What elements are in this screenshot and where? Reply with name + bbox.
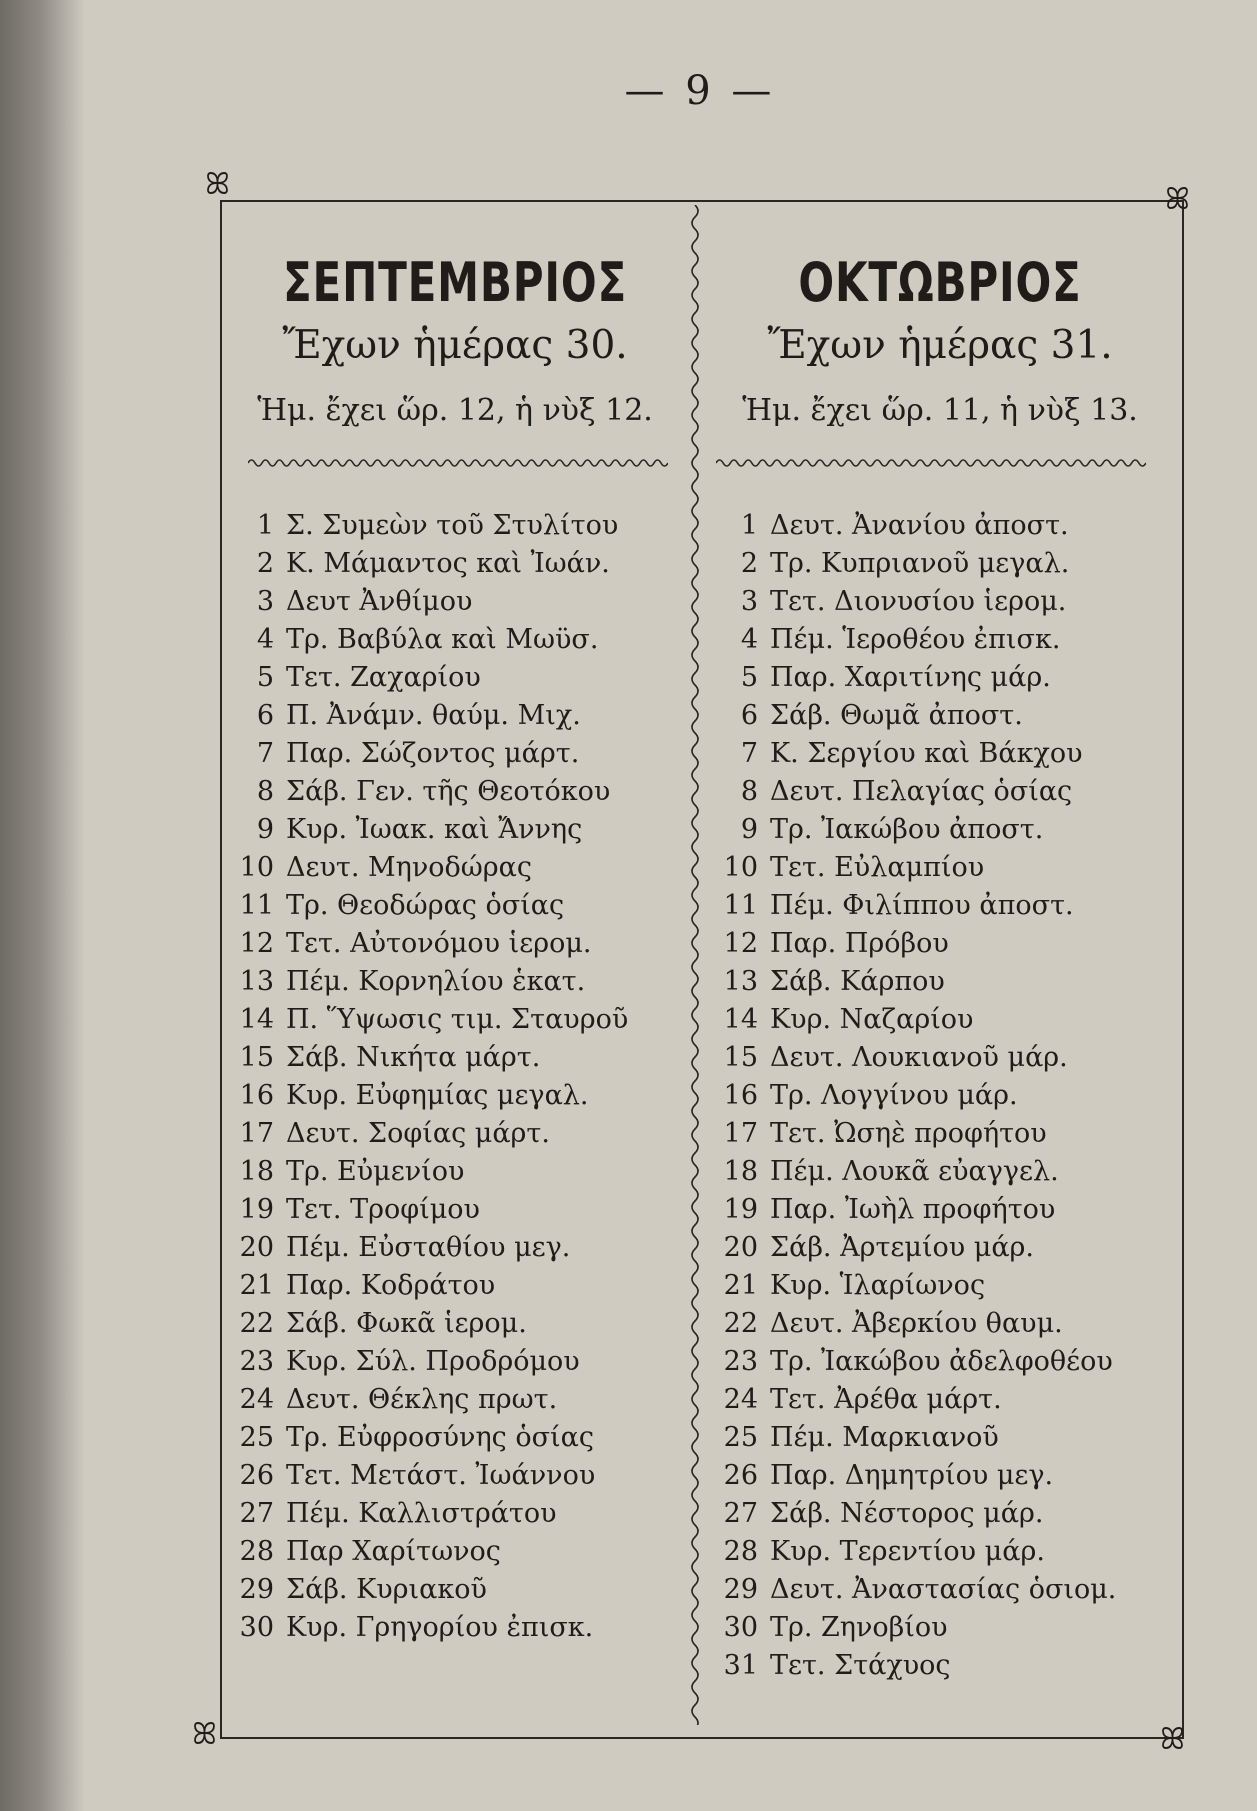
day-entry <box>222 849 688 887</box>
day-feast: Δευτ. Ἀβερκίου θαυμ. <box>770 1308 1063 1339</box>
day-entry <box>222 1039 688 1077</box>
day-feast: Σάβ. Φωκᾶ ἱερομ. <box>286 1308 527 1339</box>
day-feast: Κυρ. Εὐφημίας μεγαλ. <box>286 1080 589 1111</box>
day-entry <box>222 621 688 659</box>
day-entry <box>222 1571 688 1609</box>
day-entry <box>702 507 1178 545</box>
day-feast: Κ. Σεργίου καὶ Βάκχου <box>770 738 1083 769</box>
day-feast: Τετ. Εὐλαμπίου <box>770 852 985 883</box>
day-number: 26 <box>239 1460 274 1491</box>
day-number: 18 <box>723 1156 758 1187</box>
day-entry <box>222 583 688 621</box>
day-feast: Πέμ. Εὐσταθίου μεγ. <box>286 1232 571 1263</box>
day-entry <box>702 1495 1178 1533</box>
day-number: 15 <box>239 1042 274 1073</box>
day-feast: Σάβ. Γεν. τῆς Θεοτόκου <box>286 776 611 807</box>
day-feast: Τρ. Ζηνοβίου <box>770 1612 948 1643</box>
day-entry <box>222 1191 688 1229</box>
squiggle-rule <box>248 453 668 473</box>
day-feast: Δευτ. Λουκιανοῦ μάρ. <box>770 1042 1068 1073</box>
day-entry <box>702 887 1178 925</box>
month-title: ΟΚΤΩΒΡΙΟΣ <box>798 251 1082 314</box>
day-number: 6 <box>740 700 758 731</box>
day-number: 11 <box>239 890 274 921</box>
day-number: 23 <box>239 1346 274 1377</box>
day-number: 27 <box>239 1498 274 1529</box>
day-entry <box>702 1153 1178 1191</box>
day-feast: Πέμ. Καλλιστράτου <box>286 1498 557 1529</box>
day-feast: Σάβ. Θωμᾶ ἀποστ. <box>770 700 1023 731</box>
day-entry <box>702 1229 1178 1267</box>
day-number: 19 <box>239 1194 274 1225</box>
day-feast: Κυρ. Σύλ. Προδρόμου <box>286 1346 580 1377</box>
day-entry <box>222 735 688 773</box>
day-number: 2 <box>256 548 274 579</box>
day-feast: Παρ. Κοδράτου <box>286 1270 496 1301</box>
day-feast: Δευτ. Σοφίας μάρτ. <box>286 1118 550 1149</box>
day-entry <box>222 811 688 849</box>
day-feast: Παρ. Χαριτίνης μάρ. <box>770 662 1051 693</box>
day-number: 22 <box>723 1308 758 1339</box>
page-number: — 9 — <box>624 68 776 114</box>
day-number: 13 <box>239 966 274 997</box>
day-feast: Τετ. Ἀρέθα μάρτ. <box>770 1384 1002 1415</box>
day-feast: Σάβ. Κυριακοῦ <box>286 1574 487 1605</box>
day-entry <box>702 849 1178 887</box>
day-entry <box>702 1343 1178 1381</box>
day-feast: Τρ. Λογγίνου μάρ. <box>770 1080 1018 1111</box>
day-number: 19 <box>723 1194 758 1225</box>
day-feast: Κυρ. Ἰωακ. καὶ Ἄννης <box>286 814 583 845</box>
day-entry <box>702 773 1178 811</box>
day-feast: Παρ. Δημητρίου μεγ. <box>770 1460 1054 1491</box>
day-feast: Τρ. Βαβύλα καὶ Μωϋσ. <box>286 624 599 655</box>
day-feast: Πέμ. Μαρκιανοῦ <box>770 1422 999 1453</box>
corner-ornament-icon: ꕤ <box>1160 1722 1185 1757</box>
day-feast: Πέμ. Κορνηλίου ἑκατ. <box>286 966 586 997</box>
page-binding-edge <box>0 0 85 1811</box>
squiggle-rule <box>716 453 1146 473</box>
day-feast: Πέμ. Λουκᾶ εὐαγγελ. <box>770 1156 1059 1187</box>
day-feast: Δευτ. Μηνοδώρας <box>286 852 532 883</box>
day-entry <box>222 659 688 697</box>
day-feast: Δευτ. Θέκλης πρωτ. <box>286 1384 558 1415</box>
day-entry <box>222 1381 688 1419</box>
day-number: 27 <box>723 1498 758 1529</box>
day-entry <box>222 1533 688 1571</box>
day-feast: Κυρ. Γρηγορίου ἐπισκ. <box>286 1612 594 1643</box>
day-number: 20 <box>239 1232 274 1263</box>
day-number: 30 <box>723 1612 758 1643</box>
day-number: 18 <box>239 1156 274 1187</box>
day-feast: Τετ. Ζαχαρίου <box>286 662 481 693</box>
day-feast: Πέμ. Ἱεροθέου ἐπισκ. <box>770 624 1061 655</box>
day-feast: Παρ. Πρόβου <box>770 928 949 959</box>
month-days-count: Ἔχων ἡμέρας 30. <box>282 323 628 368</box>
day-entry <box>222 1457 688 1495</box>
day-number: 21 <box>723 1270 758 1301</box>
day-number: 4 <box>740 624 758 655</box>
day-number: 5 <box>256 662 274 693</box>
day-entry <box>702 925 1178 963</box>
day-entry <box>702 1381 1178 1419</box>
day-number: 31 <box>723 1650 758 1681</box>
day-entry <box>222 1305 688 1343</box>
day-list <box>222 507 688 1647</box>
day-entry <box>222 887 688 925</box>
day-feast: Κυρ. Τερεντίου μάρ. <box>770 1536 1045 1567</box>
day-number: 11 <box>723 890 758 921</box>
day-entry <box>222 1077 688 1115</box>
month-days-count: Ἔχων ἡμέρας 31. <box>767 323 1113 368</box>
day-entry <box>702 545 1178 583</box>
day-number: 6 <box>256 700 274 731</box>
day-number: 1 <box>740 510 758 541</box>
day-entry <box>702 1191 1178 1229</box>
day-number: 16 <box>723 1080 758 1111</box>
day-number: 13 <box>723 966 758 997</box>
day-number: 14 <box>239 1004 274 1035</box>
day-feast: Τρ. Εὐφροσύνης ὁσίας <box>286 1422 594 1453</box>
day-number: 7 <box>740 738 758 769</box>
day-entry <box>702 1457 1178 1495</box>
day-entry <box>702 811 1178 849</box>
day-entry <box>702 1115 1178 1153</box>
day-feast: Σάβ. Νικήτα μάρτ. <box>286 1042 541 1073</box>
day-feast: Δευτ Ἀνθίμου <box>286 586 473 617</box>
day-number: 24 <box>723 1384 758 1415</box>
day-feast: Τετ. Τροφίμου <box>286 1194 480 1225</box>
day-number: 16 <box>239 1080 274 1111</box>
day-number: 30 <box>239 1612 274 1643</box>
day-entry <box>222 1419 688 1457</box>
day-number: 3 <box>256 586 274 617</box>
month-title: ΣΕΠΤΕΜΒΡΙΟΣ <box>282 251 628 314</box>
day-list <box>702 507 1178 1685</box>
day-entry <box>702 1571 1178 1609</box>
day-entry <box>222 1001 688 1039</box>
day-number: 5 <box>740 662 758 693</box>
day-feast: Σάβ. Κάρπου <box>770 966 945 997</box>
day-feast: Τρ. Εὐμενίου <box>286 1156 465 1187</box>
day-feast: Τετ. Αὐτονόμου ἱερομ. <box>286 928 592 959</box>
day-entry <box>702 1647 1178 1685</box>
day-feast: Τρ. Ἰακώβου ἀποστ. <box>770 814 1044 845</box>
day-feast: Π. Ἀνάμν. θαύμ. Μιχ. <box>286 700 581 731</box>
day-number: 28 <box>723 1536 758 1567</box>
day-entry <box>222 1609 688 1647</box>
day-entry <box>222 507 688 545</box>
day-entry <box>222 697 688 735</box>
day-feast: Δευτ. Ἀνανίου ἀποστ. <box>770 510 1069 541</box>
day-number: 24 <box>239 1384 274 1415</box>
day-feast: Σ. Συμεὼν τοῦ Στυλίτου <box>286 510 619 541</box>
corner-ornament-icon: ꕤ <box>205 167 230 202</box>
day-entry <box>702 1609 1178 1647</box>
day-number: 9 <box>256 814 274 845</box>
day-feast: Σάβ. Νέστορος μάρ. <box>770 1498 1044 1529</box>
day-number: 20 <box>723 1232 758 1263</box>
day-entry <box>702 697 1178 735</box>
day-entry <box>702 1001 1178 1039</box>
day-number: 21 <box>239 1270 274 1301</box>
day-entry <box>702 1533 1178 1571</box>
day-feast: Παρ Χαρίτωνος <box>286 1536 501 1567</box>
day-entry <box>222 925 688 963</box>
day-feast: Παρ. Σώζοντος μάρτ. <box>286 738 580 769</box>
day-entry <box>222 1495 688 1533</box>
day-entry <box>702 735 1178 773</box>
day-number: 29 <box>723 1574 758 1605</box>
day-number: 29 <box>239 1574 274 1605</box>
day-number: 3 <box>740 586 758 617</box>
day-number: 12 <box>239 928 274 959</box>
day-entry <box>222 773 688 811</box>
day-entry <box>702 1305 1178 1343</box>
day-entry <box>222 1229 688 1267</box>
day-number: 7 <box>256 738 274 769</box>
day-feast: Τετ. Στάχυος <box>770 1650 951 1681</box>
day-feast: Κυρ. Ἱλαρίωνος <box>770 1270 986 1301</box>
day-feast: Δευτ. Ἀναστασίας ὁσιομ. <box>770 1574 1117 1605</box>
day-number: 26 <box>723 1460 758 1491</box>
day-number: 23 <box>723 1346 758 1377</box>
day-number: 17 <box>239 1118 274 1149</box>
day-number: 28 <box>239 1536 274 1567</box>
day-feast: Τετ. Μετάστ. Ἰωάννου <box>286 1460 596 1491</box>
wavy-column-divider <box>688 205 702 1725</box>
day-feast: Δευτ. Πελαγίας ὁσίας <box>770 776 1073 807</box>
corner-ornament-icon: ꕤ <box>1165 182 1190 217</box>
day-entry <box>702 659 1178 697</box>
day-number: 14 <box>723 1004 758 1035</box>
day-feast: Τρ. Κυπριανοῦ μεγαλ. <box>770 548 1070 579</box>
day-number: 17 <box>723 1118 758 1149</box>
day-entry <box>222 1115 688 1153</box>
day-entry <box>702 583 1178 621</box>
day-number: 25 <box>723 1422 758 1453</box>
day-number: 10 <box>723 852 758 883</box>
day-feast: Τρ. Ἰακώβου ἀδελφοθέου <box>770 1346 1113 1377</box>
day-entry <box>222 1153 688 1191</box>
day-number: 8 <box>740 776 758 807</box>
day-entry <box>702 1039 1178 1077</box>
day-entry <box>702 963 1178 1001</box>
day-feast: Τετ. Ὠσηὲ προφήτου <box>770 1118 1047 1149</box>
day-number: 9 <box>740 814 758 845</box>
day-feast: Π. Ὕψωσις τιμ. Σταυροῦ <box>286 1004 629 1035</box>
day-entry <box>702 1419 1178 1457</box>
day-number: 15 <box>723 1042 758 1073</box>
day-entry <box>222 963 688 1001</box>
corner-ornament-icon: ꕤ <box>192 1717 217 1752</box>
day-entry <box>222 1343 688 1381</box>
day-entry <box>222 545 688 583</box>
day-feast: Κυρ. Ναζαρίου <box>770 1004 974 1035</box>
day-entry <box>702 1267 1178 1305</box>
day-number: 12 <box>723 928 758 959</box>
day-entry <box>222 1267 688 1305</box>
day-entry <box>702 1077 1178 1115</box>
day-feast: Σάβ. Ἀρτεμίου μάρ. <box>770 1232 1035 1263</box>
day-number: 8 <box>256 776 274 807</box>
day-number: 1 <box>256 510 274 541</box>
day-feast: Πέμ. Φιλίππου ἀποστ. <box>770 890 1074 921</box>
day-number: 25 <box>239 1422 274 1453</box>
day-entry <box>702 621 1178 659</box>
day-number: 10 <box>239 852 274 883</box>
day-number: 22 <box>239 1308 274 1339</box>
day-feast: Τρ. Θεοδώρας ὁσίας <box>286 890 565 921</box>
day-number: 4 <box>256 624 274 655</box>
day-feast: Κ. Μάμαντος καὶ Ἰωάν. <box>286 548 610 579</box>
day-feast: Τετ. Διονυσίου ἱερομ. <box>770 586 1067 617</box>
daylight-hours: Ἡμ. ἔχει ὥρ. 11, ἡ νὺξ 13. <box>742 393 1138 428</box>
day-number: 2 <box>740 548 758 579</box>
daylight-hours: Ἡμ. ἔχει ὥρ. 12, ἡ νὺξ 12. <box>257 393 653 428</box>
day-feast: Παρ. Ἰωὴλ προφήτου <box>770 1194 1056 1225</box>
